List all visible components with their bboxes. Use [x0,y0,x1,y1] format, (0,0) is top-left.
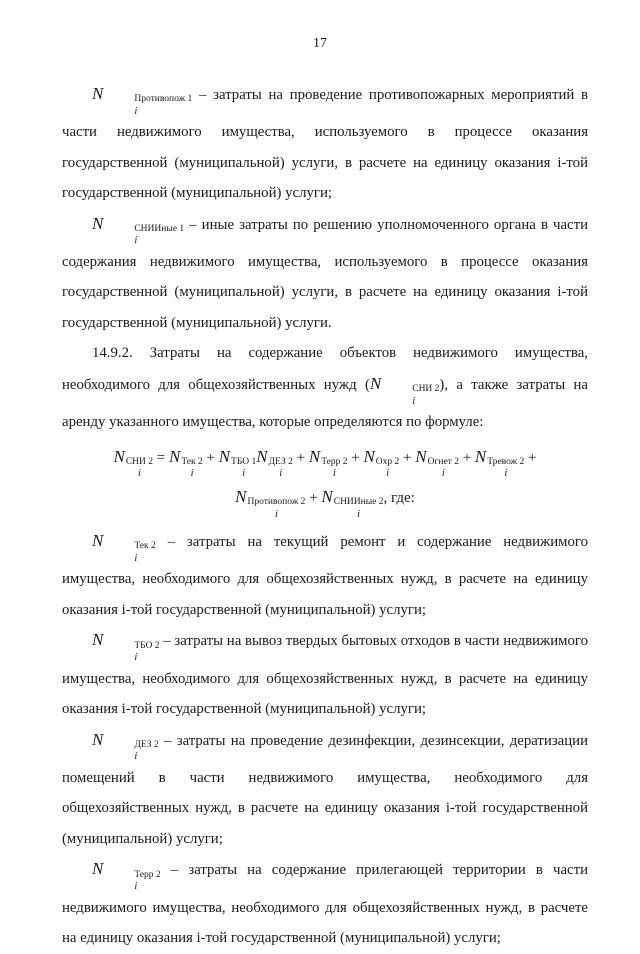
variable-symbol: N [369,373,382,393]
definition-paragraph: N Тек 2 i – затраты на текущий ремонт и содержание недвижимого имущества, необходимого для общехозяйственных нужд, в расчете на единицу оказания i-той государственной (муниципальной) услуги; [62,531,588,618]
variable-symbol: N [92,84,104,103]
definition-paragraph: N ТБО 2 i – затраты на вывоз твердых бытовых отходов в части недвижимого имущества, необходимого для общехозяйственных нужд, в расчете на единицу оказания i-той государственной (муниципальной) услуги; [62,630,588,718]
definition-text: – затраты на содержание прилегающей территории в части недвижимого имущества, необходимого для общехозяйственных нужд, в расчете на единицу оказания i-той государственной (муниципальной) услуги; [62,862,588,947]
variable-index: ТБО 2 i [134,640,160,664]
formula-term: ТБО 1 i [231,456,257,480]
variable-index: Терр 2 i [134,869,161,893]
variable-index: ДЕЗ 2 i [134,739,159,763]
formula-term: Огнет 2 i [427,456,459,480]
definition-text: – затраты на текущий ремонт и содержание недвижимого имущества, необходимого для общехозяйственных нужд, в расчете на единицу оказания i-той государственной (муниципальной) услуги; [62,534,588,618]
formula-term: СНИИные 2 i [333,497,384,520]
variable-index: СНИ 2 i [412,384,440,407]
formula-term: Охр 2 i [375,456,400,480]
page-number: 17 [313,36,327,51]
section-text-end: ), а также затраты на аренду указанного имущества, которые определяются по формуле: [62,376,588,431]
variable-symbol: N [92,213,104,233]
formula-term: ДЕЗ 2 i [268,456,293,480]
definition-text: – иные затраты по решению уполномоченного органа в части содержания недвижимого имущества, используемого в процессе оказания государственной (муниципальной) услуги, в расчете на единицу оказания i-той государственной (муниципальной) услуги. [62,216,588,331]
definition-paragraph: N ДЕЗ 2 i – затраты на проведение дезинфекции, дезинсекции, дератизации помещений в части недвижимого имущества, необходимого для общехозяйственных нужд, в расчете на единицу оказания i-той государственной (муниципальной) услуги; [62,729,588,847]
formula-lhs: СНИ 2 i [125,456,154,480]
page-body [62,79,588,954]
section-text-start: 14.9.2. Затраты на содержание объектов недвижимого имущества, необходимого для общехозяйственных нужд ( [62,345,588,393]
definition-text: – затраты на вывоз твердых бытовых отходов в части недвижимого имущества, необходимого для общехозяйственных нужд, в расчете на единицу оказания i-той государственной (муниципальной) услуги; [62,633,588,718]
formula-line-2: N Противопож 2 i + N СНИИные 2 i , где: [235,486,415,520]
definition-paragraph [62,79,588,209]
variable-index: Тек 2 i [134,541,156,564]
formula-where: , где: [383,489,415,506]
variable-index: СНИИные 1 i [134,223,185,247]
definition-paragraph: N Терр 2 i – затраты на содержание прилегающей территории в части недвижимого имущества, необходимого для общехозяйственных нужд, в расчете на единицу оказания i-той государственной (муниципальной) услуги; [62,859,588,947]
definition-text: – затраты на проведение противопожарных мероприятий в части недвижимого имущества, используемого в процессе оказания государственной (муниципальной) услуги, в расчете на единицу оказания i-той государственной (муниципальной) услуги; [62,87,588,202]
formula-line-1: N СНИ 2 i = N Тек 2 i + N ТБО 1 i N ДЕЗ 2 i + N Терр 2 i + N Охр 2 i + N Огнет 2 i + N Тревож 2 i + [113,446,537,480]
definition-text: – затраты на проведение дезинфекции, дезинсекции, дератизации помещений в части недвижимого имущества, необходимого для общехозяйственных нужд, в расчете на единицу оказания i-той государственной (муниципальной) услуги; [62,732,588,847]
definition-paragraph [62,209,588,339]
formula-term: Тревож 2 i [487,456,525,480]
formula-term: Тек 2 i [181,456,203,480]
formula-term: Противопож 2 i [247,497,306,520]
variable-index: Противопож 1 i [134,94,193,117]
section-paragraph [62,338,588,437]
formula-term: Терр 2 i [321,456,348,480]
